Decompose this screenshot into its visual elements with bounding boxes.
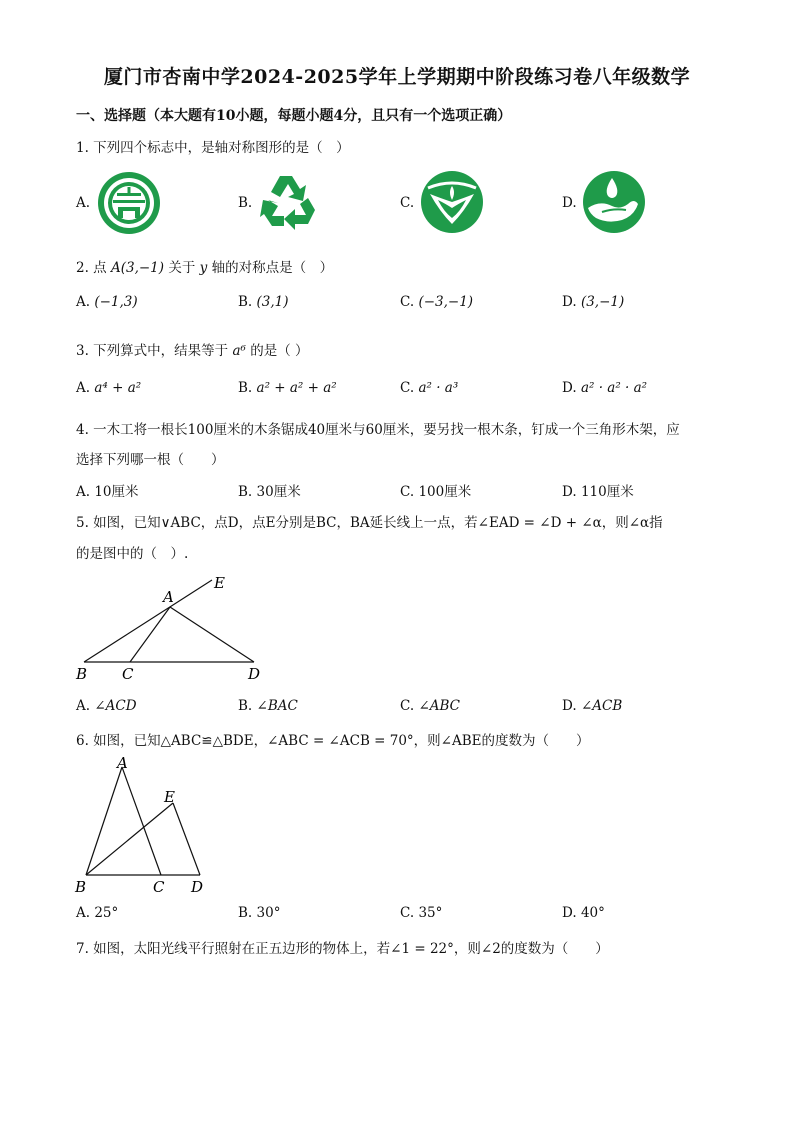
q5-option-d: D. ∠ACB: [562, 698, 623, 714]
q5-label-c: C: [122, 665, 134, 683]
q5-label-d: D: [248, 665, 261, 683]
q1-option-a-letter: A.: [76, 195, 91, 211]
q2-option-c: C. (−3,−1): [400, 294, 474, 310]
q3-option-d: D. a² · a² · a²: [562, 380, 648, 396]
water-drop-logo-icon: [582, 170, 646, 234]
q2-option-a: A. (−1,3): [76, 294, 138, 310]
q3-stem-pre: 3. 下列算式中，结果等于: [76, 343, 229, 359]
q6-label-e: E: [164, 788, 175, 806]
q3-stem-expr: a⁶: [232, 343, 246, 359]
question-7-stem: 7. 如图，太阳光线平行照射在正五边形的物体上，若∠1 = 22°，则∠2的度数为（ ）: [76, 941, 609, 957]
circle-gate-logo-icon: [96, 170, 162, 236]
q2-stem-point: A(3,−1): [110, 260, 165, 276]
question-1-stem: 1. 下列四个标志中，是轴对称图形的是（ ）: [76, 140, 350, 156]
q4-option-b: B. 30厘米: [238, 484, 301, 500]
q6-triangles-figure: [70, 752, 220, 898]
question-4-stem-line1: 4. 一木工将一根长100厘米的木条锯成40厘米与60厘米，要另找一根木条，钉成一个三角形木架，应: [76, 422, 680, 438]
section-heading: 一、选择题（本大题有10小题，每题小题4分，且只有一个选项正确）: [76, 108, 512, 124]
q5-label-b: B: [76, 665, 88, 683]
q4-option-d: D. 110厘米: [562, 484, 634, 500]
q3-option-a: A. a⁴ + a²: [76, 380, 142, 396]
q5-segment-ad: [170, 607, 254, 662]
q6-option-c: C. 35°: [400, 905, 443, 921]
q2-option-d: D. (3,−1): [562, 294, 625, 310]
q5-label-e: E: [214, 574, 225, 592]
question-6-stem: 6. 如图，已知△ABC≌△BDE，∠ABC = ∠ACB = 70°，则∠ABE的度数为（ ）: [76, 733, 590, 749]
q6-label-c: C: [153, 878, 165, 896]
q5-option-a: A. ∠ACD: [76, 698, 137, 714]
question-5-stem-line1: 5. 如图，已知∨ABC，点D，点E分别是BC，BA延长线上一点，若∠EAD = ∠D + ∠α，则∠α指: [76, 515, 663, 531]
q6-segment-ac: [122, 767, 161, 875]
q4-option-c: C. 100厘米: [400, 484, 472, 500]
q6-label-b: B: [75, 878, 87, 896]
q1-option-d-letter: D.: [562, 195, 577, 211]
question-2-stem: [76, 256, 333, 276]
q2-stem-axis: y: [199, 260, 208, 276]
q5-option-c: C. ∠ABC: [400, 698, 460, 714]
q6-segment-ab: [86, 767, 122, 875]
q6-label-d: D: [191, 878, 204, 896]
q6-segment-be: [86, 803, 173, 875]
q6-segment-ed: [173, 803, 200, 875]
question-4-stem-line2: 选择下列哪一根（ ）: [76, 452, 225, 468]
q1-option-b-letter: B.: [238, 195, 253, 211]
q5-option-b: B. ∠BAC: [238, 698, 298, 714]
question-3-stem: [76, 339, 309, 359]
q2-stem-pre: 2. 点: [76, 260, 107, 276]
q5-label-a: A: [163, 588, 174, 606]
q5-segment-ac: [130, 607, 170, 662]
q6-label-a: A: [117, 754, 128, 772]
recycle-logo-icon: [258, 172, 320, 232]
page-title: 厦门市杏南中学2024-2025学年上学期期中阶段练习卷八年级数学: [103, 66, 691, 88]
q3-option-b: B. a² + a² + a²: [238, 380, 337, 396]
q6-option-a: A. 25°: [76, 905, 119, 921]
q6-option-b: B. 30°: [238, 905, 281, 921]
q5-segment-be: [84, 580, 212, 662]
q5-triangle-figure: [70, 570, 280, 685]
question-5-stem-line2: 的是图中的（ ）.: [76, 546, 189, 562]
q2-stem-post: 关于: [168, 260, 196, 276]
q6-option-d: D. 40°: [562, 905, 605, 921]
q3-option-c: C. a² · a³: [400, 380, 459, 396]
q2-option-b: B. (3,1): [238, 294, 289, 310]
q3-stem-post: 的是（ ）: [250, 343, 309, 359]
q1-option-c-letter: C.: [400, 195, 415, 211]
q2-stem-end: 轴的对称点是（ ）: [211, 260, 334, 276]
heart-leaf-logo-icon: [420, 170, 484, 234]
q4-option-a: A. 10厘米: [76, 484, 139, 500]
